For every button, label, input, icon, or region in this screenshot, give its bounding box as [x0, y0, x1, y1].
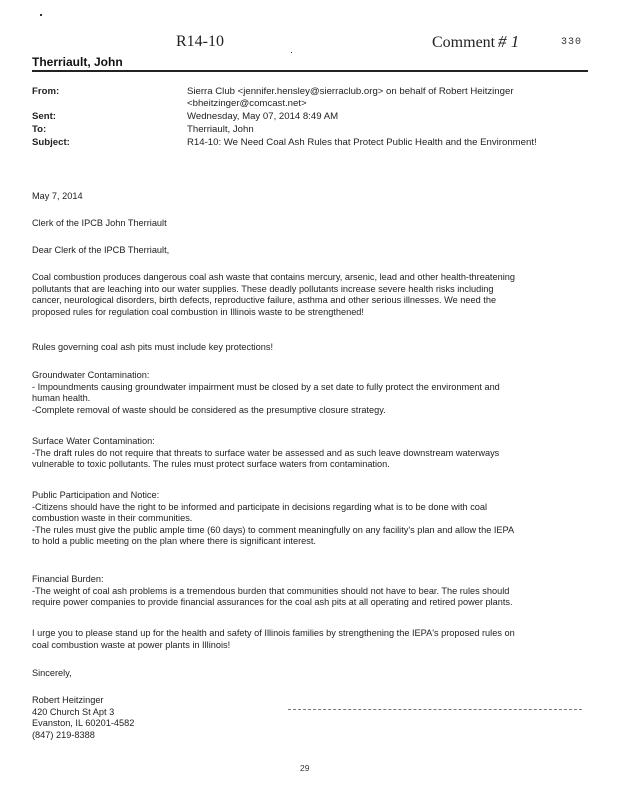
- text-line: coal combustion waste at power plants in Illinois!: [32, 639, 231, 650]
- scan-speck: [40, 14, 42, 16]
- signer-street: 420 Church St Apt 3: [32, 706, 115, 717]
- text-line: combustion waste in their communities.: [32, 513, 193, 523]
- sent-value: Wednesday, May 07, 2014 8:49 AM: [187, 111, 339, 122]
- signature-rule: [288, 709, 582, 710]
- text-line: cancer, neurological disorders, birth defects, reproductive failure, asthma and other serious illnesses. We need the: [32, 295, 497, 305]
- text-line: I urge you to please stand up for the health and safety of Illinois families by strengthening the IEPA's proposed rules on: [32, 628, 515, 638]
- text-line: -Citizens should have the right to be informed and participate in decisions regarding what is to be done with coal: [32, 501, 488, 512]
- text-line: -The weight of coal ash problems is a tremendous burden that communities should not have to bear. The rules should: [32, 585, 510, 596]
- recipient-name: Therriault, John: [32, 55, 123, 69]
- docket-number: R14-10: [176, 33, 224, 50]
- text-line: vulnerable to toxic pollutants. The rules must protect surface waters from contamination.: [32, 459, 390, 469]
- from-label: From:: [32, 86, 60, 97]
- comment-label: Comment: [432, 34, 496, 51]
- section-heading: Surface Water Contamination:: [32, 436, 155, 446]
- financial-burden-section: [32, 574, 588, 609]
- section-heading: Groundwater Contamination:: [32, 370, 150, 380]
- letter-date: May 7, 2014: [32, 191, 83, 201]
- subject-value: R14-10: We Need Coal Ash Rules that Protect Public Health and the Environment!: [187, 137, 537, 148]
- subject-label: Subject:: [32, 137, 70, 148]
- section-heading: Public Participation and Notice:: [32, 490, 160, 500]
- sent-label: Sent:: [32, 111, 56, 122]
- public-participation-section: [32, 490, 588, 548]
- text-line: require power companies to provide financial assurances for the coal ash pits at all operating and retired power plants.: [32, 597, 513, 607]
- text-line: -The rules must give the public ample time (60 days) to comment meaningfully on any facility's plan and allow the IEPA: [32, 524, 515, 535]
- groundwater-section: [32, 370, 588, 416]
- text-line: to hold a public meeting on the plan where there is significant interest.: [32, 536, 316, 546]
- from-value: Sierra Club <jennifer.hensley@sierraclub.org> on behalf of Robert Heitzinger: [187, 86, 514, 97]
- signer-phone: (847) 219-8388: [32, 729, 95, 740]
- to-value: Therriault, John: [187, 124, 254, 135]
- signer-city: Evanston, IL 60201-4582: [32, 718, 135, 728]
- text-line: Coal combustion produces dangerous coal ash waste that contains mercury, arsenic, lead and other health-threatening: [32, 272, 515, 282]
- reference-number: 330: [561, 37, 583, 48]
- text-line: -The draft rules do not require that threats to surface water be assessed and as such leave downstream waterways: [32, 447, 500, 458]
- from-value-continued: <bheitzinger@comcast.net>: [187, 98, 307, 109]
- letter-salutation: Dear Clerk of the IPCB Therriault,: [32, 245, 170, 255]
- closing-paragraph: [32, 628, 588, 651]
- text-line: human health.: [32, 393, 91, 403]
- signature-block: [32, 695, 588, 741]
- to-label: To:: [32, 124, 47, 135]
- rules-statement: Rules governing coal ash pits must include key protections!: [32, 342, 274, 352]
- text-line: - Impoundments causing groundwater impairment must be closed by a set date to fully protect the environment and: [32, 381, 500, 392]
- section-heading: Financial Burden:: [32, 574, 104, 584]
- scan-speck: [291, 52, 292, 53]
- page-number: 29: [300, 763, 310, 773]
- text-line: -Complete removal of waste should be considered as the presumptive closure strategy.: [32, 404, 386, 415]
- intro-paragraph: [32, 272, 588, 318]
- handwritten-comment-number: # 1: [498, 32, 520, 51]
- text-line: proposed rules for regulation coal combustion in Illinois waste to be strengthened!: [32, 306, 364, 317]
- signer-name: Robert Heitzinger: [32, 695, 104, 705]
- header-divider: [32, 70, 588, 72]
- letter-addressee: Clerk of the IPCB John Therriault: [32, 218, 167, 228]
- surface-water-section: [32, 436, 588, 471]
- text-line: pollutants that are leaching into our water supplies. These deadly pollutants increase severe health risks including: [32, 283, 494, 294]
- letter-signoff: Sincerely,: [32, 668, 72, 678]
